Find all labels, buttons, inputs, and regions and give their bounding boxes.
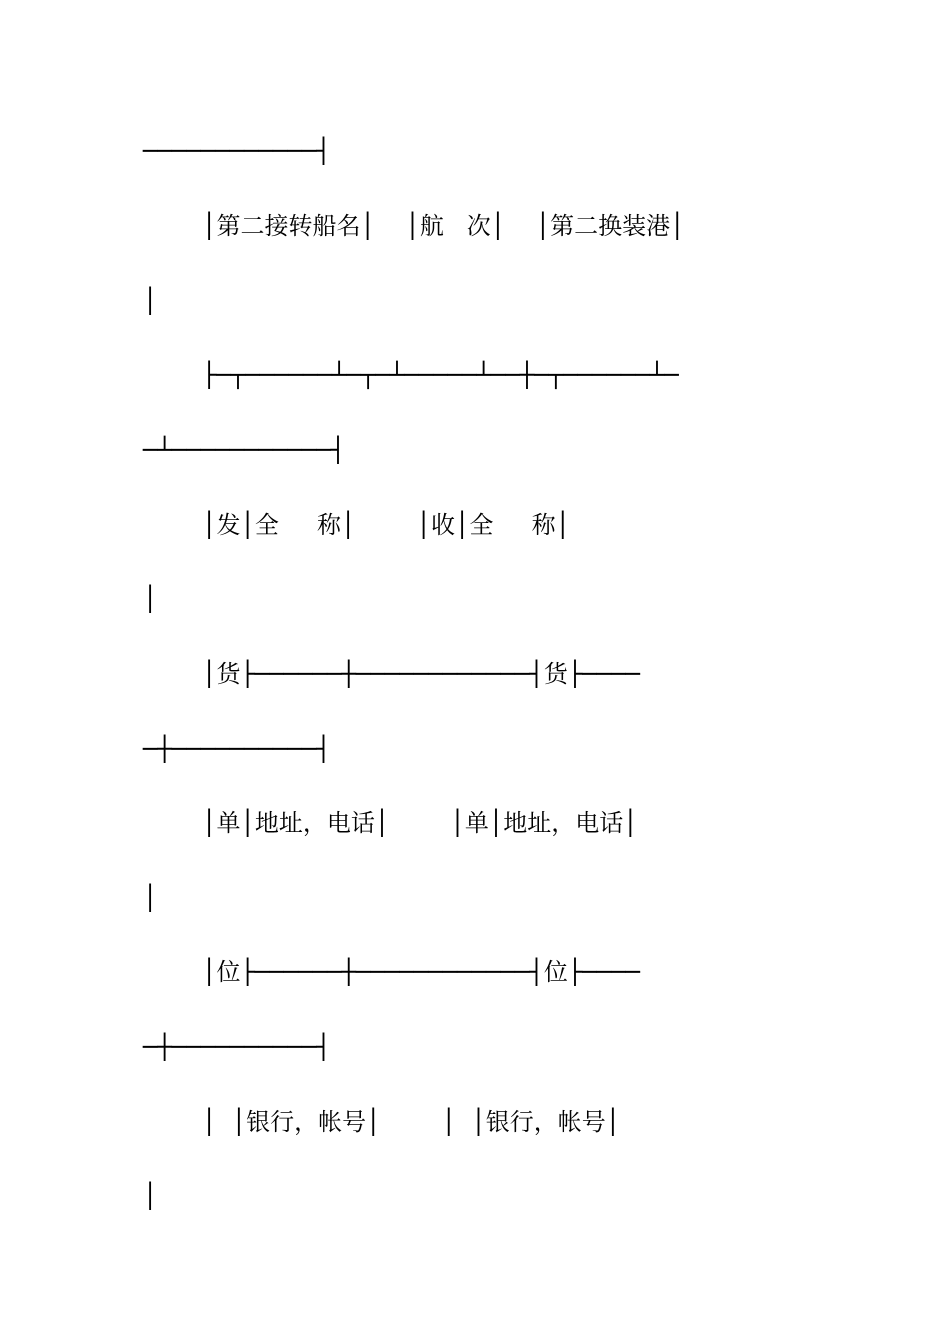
- form-border-line: │: [143, 585, 158, 613]
- form-border-line: ├─┬──────┴─┬─┴─────┴──┼─┬──────┴─: [202, 361, 679, 389]
- form-border-line: ─┴───────────┤: [143, 436, 346, 464]
- form-border-line: ────────────┤: [143, 137, 331, 165]
- form-row-full-name: │发│全 称│ │收│全 称│: [202, 511, 571, 539]
- form-border-line: │: [143, 884, 158, 912]
- form-row-goods: │货├──────┼────────────┤货├────: [202, 660, 641, 688]
- form-border-line: │: [143, 287, 158, 315]
- form-border-line: ─┼──────────┤: [143, 735, 331, 763]
- form-row-address-phone: │单│地址，电话│ │单│地址，电话│: [202, 809, 638, 837]
- form-row-bank-account: │ │银行，帐号│ │ │银行，帐号│: [202, 1108, 621, 1136]
- form-row-second-transfer-ship: │第二接转船名│ │航 次│ │第二换装港│: [202, 212, 685, 240]
- form-row-unit: │位├──────┼────────────┤位├────: [202, 958, 641, 986]
- form-border-line: │: [143, 1182, 158, 1210]
- form-border-line: ─┼──────────┤: [143, 1033, 331, 1061]
